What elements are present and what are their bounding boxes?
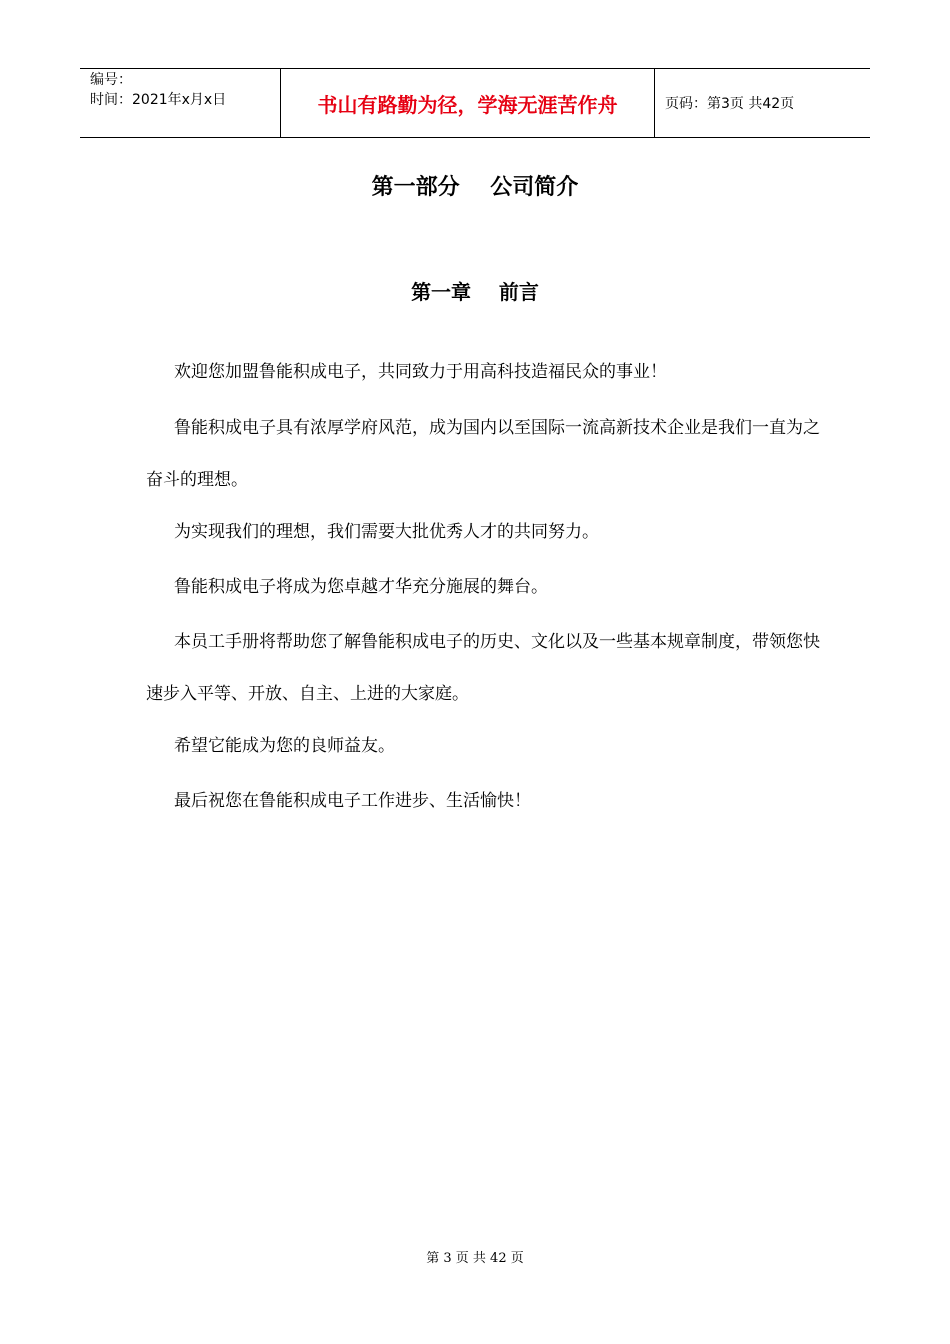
header-page-info: 页码：第3页 共42页 (665, 96, 795, 112)
page-footer: 第 3 页 共 42 页 (426, 1251, 524, 1266)
paragraph-talent: 为实现我们的理想，我们需要大批优秀人才的共同努力。 (174, 522, 599, 542)
part-title: 第一部分 公司简介 (371, 175, 579, 200)
paragraph-friend: 希望它能成为您的良师益友。 (174, 736, 395, 756)
paragraph-handbook: 本员工手册将帮助您了解鲁能积成电子的历史、文化以及一些基本规章制度，带领您快速步入平等、开放、自主、上进的大家庭。 (146, 632, 820, 704)
paragraph-wishes: 最后祝您在鲁能积成电子工作进步、生活愉快！ (174, 791, 531, 811)
chapter-title: 第一章 前言 (411, 280, 539, 304)
document-time-label: 时间：2021年x月x日 (90, 92, 227, 108)
paragraph-ideal: 鲁能积成电子具有浓厚学府风范，成为国内以至国际一流高新技术企业是我们一直为之奋斗的理想。 (146, 418, 820, 490)
paragraph-welcome: 欢迎您加盟鲁能积成电子，共同致力于用高科技造福民众的事业！ (174, 362, 667, 382)
header-meta-cell (80, 69, 281, 137)
page-header-table (80, 68, 870, 138)
header-motto: 书山有路勤为径，学海无涯苦作舟 (281, 69, 655, 137)
document-number-label: 编号： (90, 72, 132, 88)
paragraph-stage: 鲁能积成电子将成为您卓越才华充分施展的舞台。 (174, 577, 548, 597)
